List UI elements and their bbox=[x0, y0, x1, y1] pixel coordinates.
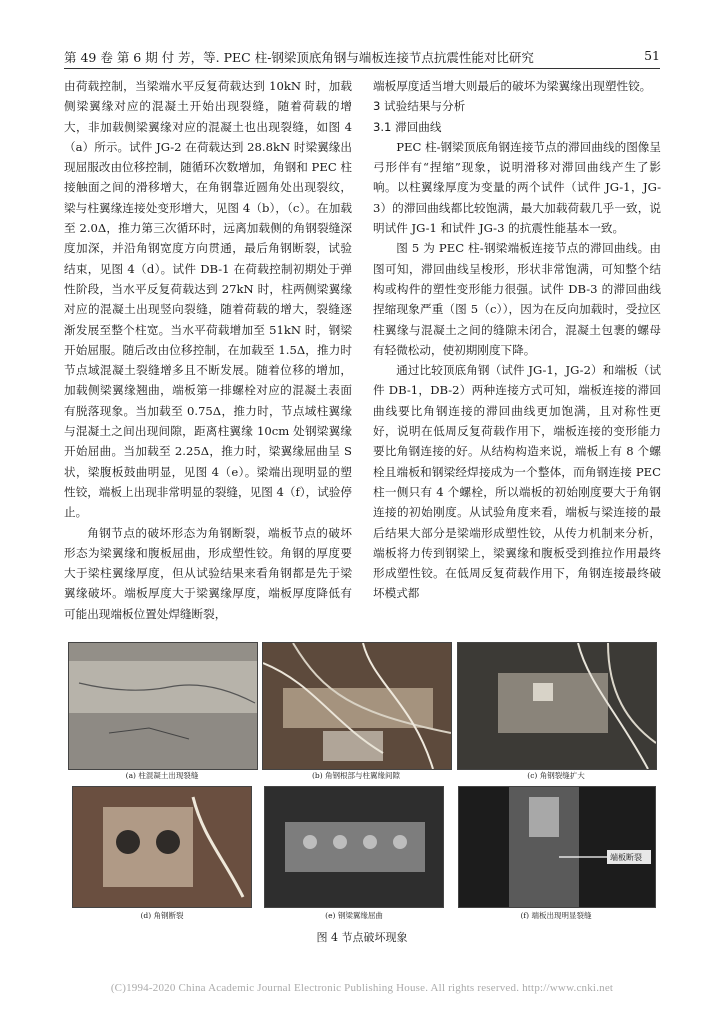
paragraph: 端板厚度适当增大则最后的破坏为梁翼缘出现塑性铰。 bbox=[373, 79, 652, 93]
annotation-label: 端板断裂 bbox=[610, 853, 642, 862]
paragraph: 图 5 为 PEC 柱-钢梁端板连接节点的滞回曲线。由图可知，滞回曲线呈梭形，形状非常饱满，可知整个结构或构件的塑性变形能力很强。试件 DB-3 的滞回曲线捏缩现象严重（图 5（c）），因为在反向加载时，受拉区柱翼缘与混凝土之间的缝隙未闭合，混凝土包裹的螺母有轻微松动，使初期刚度下降。 bbox=[373, 241, 661, 357]
paragraph: 通过比较顶底角钢（试件 JG-1，JG-2）和端板（试件 DB-1，DB-2）两种连接方式可知，端板连接的滞回曲线要比角钢连接的滞回曲线更加饱满，且对称性更好，说明在低周反复荷载作用下，端板连接的变形能力要比角钢连接的好。从结构构造来说，端板上有 8 个螺栓且端板和钢梁经焊接成为一个整体，而角钢连接 PEC 柱一侧只有 4 个螺栓，所以端板的初始刚度要大于角钢连接的初始刚度。从试验角度来看，端板与梁连接的最后结果大部分是梁端形成塑性铰，从传力机制来分析，端板将力传到钢梁上，梁翼缘和腹板受到推拉作用最终形成塑性铰。在低周反复荷载作用下，角钢连接最终破坏模式都 bbox=[373, 363, 661, 601]
subsection-heading: 3.1 滞回曲线 bbox=[373, 119, 442, 134]
photo-shade bbox=[529, 797, 559, 837]
photo-a bbox=[68, 642, 258, 770]
bolt bbox=[333, 835, 347, 849]
right-column bbox=[373, 76, 661, 604]
caption-c: (c) 角钢裂缝扩大 bbox=[527, 771, 585, 780]
photo-f bbox=[458, 786, 656, 908]
photo-shade bbox=[498, 673, 608, 733]
paragraph: 角钢节点的破坏形态为角钢断裂，端板节点的破坏形态为梁翼缘和腹板屈曲，形成塑性铰。角钢的厚度要大于梁柱翼缘厚度，但从试验结果来看角钢都是先于梁翼缘破坏。端板厚度大于梁翼缘厚度，端板厚度降低有可能出现端板位置处焊缝断裂， bbox=[64, 525, 352, 621]
paragraph: 由荷载控制，当梁端水平反复荷载达到 10kN 时，加载侧梁翼缘对应的混凝土开始出现裂缝，随着荷载的增大，非加载侧梁翼缘对应的混凝土也出现裂缝，如图 4（a）所示。试件 JG-2 在荷载达到 28.8kN 时梁翼缘出现屈服改由位移控制，随循环次数增加，角钢和 PEC 柱接触面之间的滑移增大，在角钢靠近圆角处出现裂纹，梁与柱翼缘连接处变形增大，见图 4（b），（c）。在加载至 2.0Δ，推力第三次循环时，远离加载侧的角钢裂缝深度加深，并沿角钢宽度方向贯通，最后角钢断裂，试验结束，见图 4（d）。试件 DB-1 在荷载控制初期处于弹性阶段，当水平反复荷载达到 27kN 时，柱两侧梁翼缘对应的混凝土出现竖向裂缝，随着荷载的增大，裂缝逐渐发展至整个柱宽。当水平荷载增加至 51kN 时，钢梁开始屈服。随后改由位移控制，在加载至 1.5Δ，推力时节点域混凝土裂缝增多且不断发展。随着位移的增加，加载侧梁翼缘翘曲，端板第一排螺栓对应的混凝土表面有脱落现象。当加载至 0.75Δ，推力时，节点域柱翼缘与混凝土之间出现间隙，距离柱翼缘 10cm 处钢梁翼缘开始屈曲。当加载至 2.25Δ，推力时，梁翼缘屈曲呈 S 状，梁腹板鼓曲明显，见图 4（e）。梁端出现明显的塑性铰，端板上出现非常明显的裂缝，见图 4（f），试验停止。 bbox=[64, 79, 352, 520]
bolt bbox=[363, 835, 377, 849]
photo-shade bbox=[69, 713, 257, 769]
bolt bbox=[156, 830, 180, 854]
bolt bbox=[533, 683, 553, 701]
photo-d bbox=[72, 786, 252, 908]
caption-a: (a) 柱混凝土出现裂缝 bbox=[125, 771, 199, 780]
photo-e bbox=[264, 786, 444, 908]
photo-b bbox=[262, 642, 452, 770]
caption-b: (b) 角钢根部与柱翼缘间隙 bbox=[311, 771, 401, 780]
photo-shade bbox=[103, 807, 193, 887]
photo-shade bbox=[323, 731, 383, 761]
bolt bbox=[303, 835, 317, 849]
paragraph: PEC 柱-钢梁顶底角钢连接节点的滞回曲线的图像呈弓形伴有“捏缩”现象，说明滑移对滞回曲线产生了影响。以柱翼缘厚度为变量的两个试件（试件 JG-1，JG-3）的滞回曲线都比较饱满，最大加载荷载几乎一致，说明试件 JG-1 和试件 JG-3 的抗震性能基本一致。 bbox=[373, 139, 661, 236]
page-number: 51 bbox=[644, 48, 660, 63]
header-title: 第 49 卷 第 6 期 付 芳，等. PEC 柱-钢梁顶底角钢与端板连接节点抗震性能对比研究 bbox=[64, 50, 534, 65]
bolt bbox=[116, 830, 140, 854]
copyright-footer: (C)1994-2020 China Academic Journal Electronic Publishing House. All rights reserved. http://www.cnki.net bbox=[110, 982, 614, 994]
figure-4 bbox=[66, 640, 658, 944]
caption-d: (d) 角钢断裂 bbox=[140, 911, 184, 920]
figure-caption: 图 4 节点破坏现象 bbox=[316, 931, 408, 944]
caption-f: (f) 端板出现明显裂缝 bbox=[520, 911, 592, 920]
caption-e: (e) 钢梁翼缘屈曲 bbox=[325, 911, 383, 920]
photo-c bbox=[457, 642, 657, 770]
section-heading: 3 试验结果与分析 bbox=[373, 99, 466, 114]
running-header bbox=[64, 48, 660, 69]
photo-shade bbox=[283, 688, 433, 728]
bolt bbox=[393, 835, 407, 849]
photo-shade bbox=[69, 643, 257, 661]
left-column bbox=[64, 76, 352, 624]
